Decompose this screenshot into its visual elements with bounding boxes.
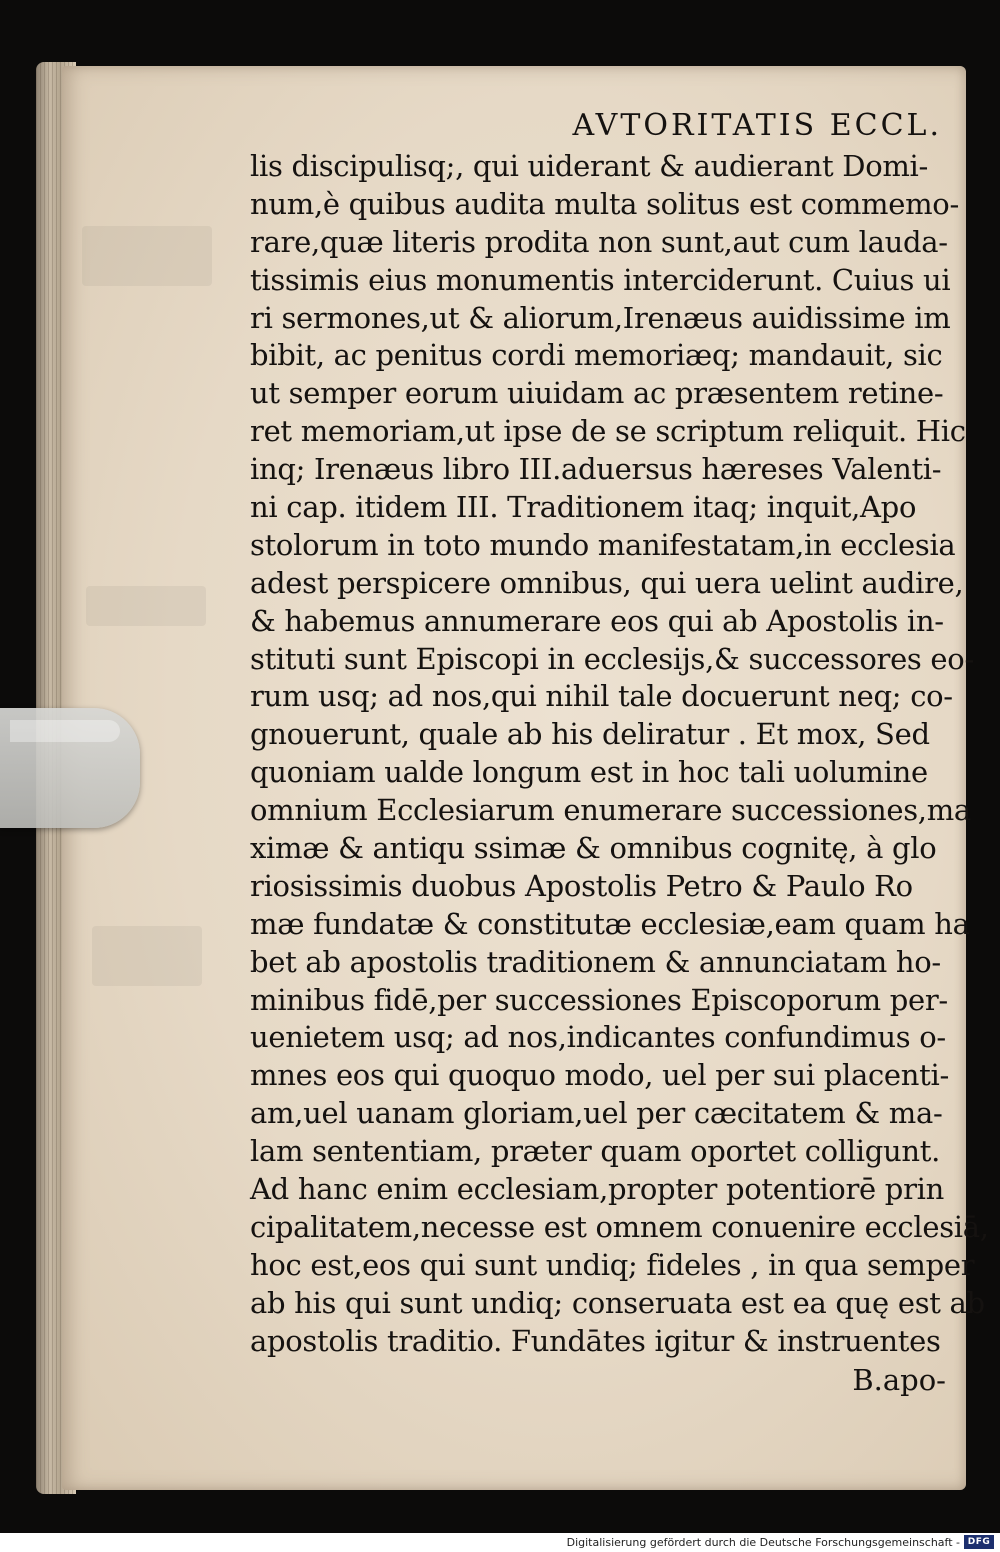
body-text [250, 148, 989, 1361]
text-line: hoc est,eos qui sunt undiq; fideles , in qua semper [250, 1247, 975, 1282]
text-line: ni cap. itidem III. Traditionem itaq; inquit,Apo [250, 490, 917, 525]
text-line: stolorum in toto mundo manifestatam,in ecclesia [250, 527, 956, 562]
text-block [250, 104, 989, 1399]
page-clip [0, 708, 140, 828]
running-head: AVTORITATIS ECCL. [572, 108, 942, 143]
text-line: ut semper eorum uiuidam ac præsentem retine- [250, 376, 944, 411]
text-line: stituti sunt Episcopi in ecclesijs,& successores eo- [250, 641, 974, 676]
text-line: apostolis traditio. Fundātes igitur & instruentes [250, 1323, 941, 1358]
footer-bar [0, 1533, 1000, 1552]
text-line: & habemus annumerare eos qui ab Apostolis in- [250, 603, 944, 638]
funding-credit: Digitalisierung gefördert durch die Deutsche Forschungsgemeinschaft - [566, 1536, 960, 1549]
text-line: ab his qui sunt undiq; conseruata est ea quę est ab [250, 1285, 985, 1320]
text-line: minibus fidē,per successiones Episcoporum per- [250, 982, 948, 1017]
text-line: ret memoriam,ut ipse de se scriptum reliquit. Hic [250, 414, 966, 449]
text-line: rum usq; ad nos,qui nihil tale docuerunt neq; co- [250, 679, 953, 714]
text-line: riosissimis duobus Apostolis Petro & Paulo Ro [250, 868, 913, 903]
text-line: am,uel uanam gloriam,uel per cæcitatem & ma- [250, 1096, 943, 1131]
text-line: uenietem usq; ad nos,indicantes confundimus o- [250, 1020, 946, 1055]
catchword: B.apo- [852, 1362, 946, 1397]
text-line: cipalitatem,necesse est omnem conuenire ecclesiā, [250, 1209, 989, 1244]
text-line: ri sermones,ut & aliorum,Irenæus auidissime im [250, 300, 951, 335]
text-line: rare,quæ literis prodita non sunt,aut cum lauda- [250, 224, 948, 259]
text-line: adest perspicere omnibus, qui uera uelint audire, [250, 565, 964, 600]
text-line: quoniam ualde longum est in hoc tali uolumine [250, 755, 928, 790]
text-line: tissimis eius monumentis interciderunt. Cuius ui [250, 262, 951, 297]
dfg-logo-icon[interactable]: DFG [964, 1535, 994, 1549]
text-line: mæ fundatæ & constitutæ ecclesiæ,eam quam ha [250, 906, 970, 941]
text-line: gnouerunt, quale ab his deliratur . Et mox, Sed [250, 717, 930, 752]
text-line: inq; Irenæus libro III.aduersus hæreses Valenti- [250, 452, 942, 487]
text-line: num,è quibus audita multa solitus est commemo- [250, 186, 959, 221]
text-line: bibit, ac penitus cordi memoriæq; mandauit, sic [250, 338, 943, 373]
text-line: ximæ & antiqu ssimæ & omnibus cognitę, à glo [250, 831, 937, 866]
text-line: bet ab apostolis traditionem & annunciatam ho- [250, 944, 941, 979]
text-line: mnes eos qui quoquo modo, uel per sui placenti- [250, 1058, 949, 1093]
text-line: Ad hanc enim ecclesiam,propter potentiorē prin [250, 1172, 944, 1207]
text-line: lis discipulisq;, qui uiderant & audierant Domi- [250, 149, 929, 183]
text-line: omnium Ecclesiarum enumerare successiones,ma [250, 793, 971, 828]
text-line: lam sententiam, præter quam oportet colligunt. [250, 1134, 941, 1169]
